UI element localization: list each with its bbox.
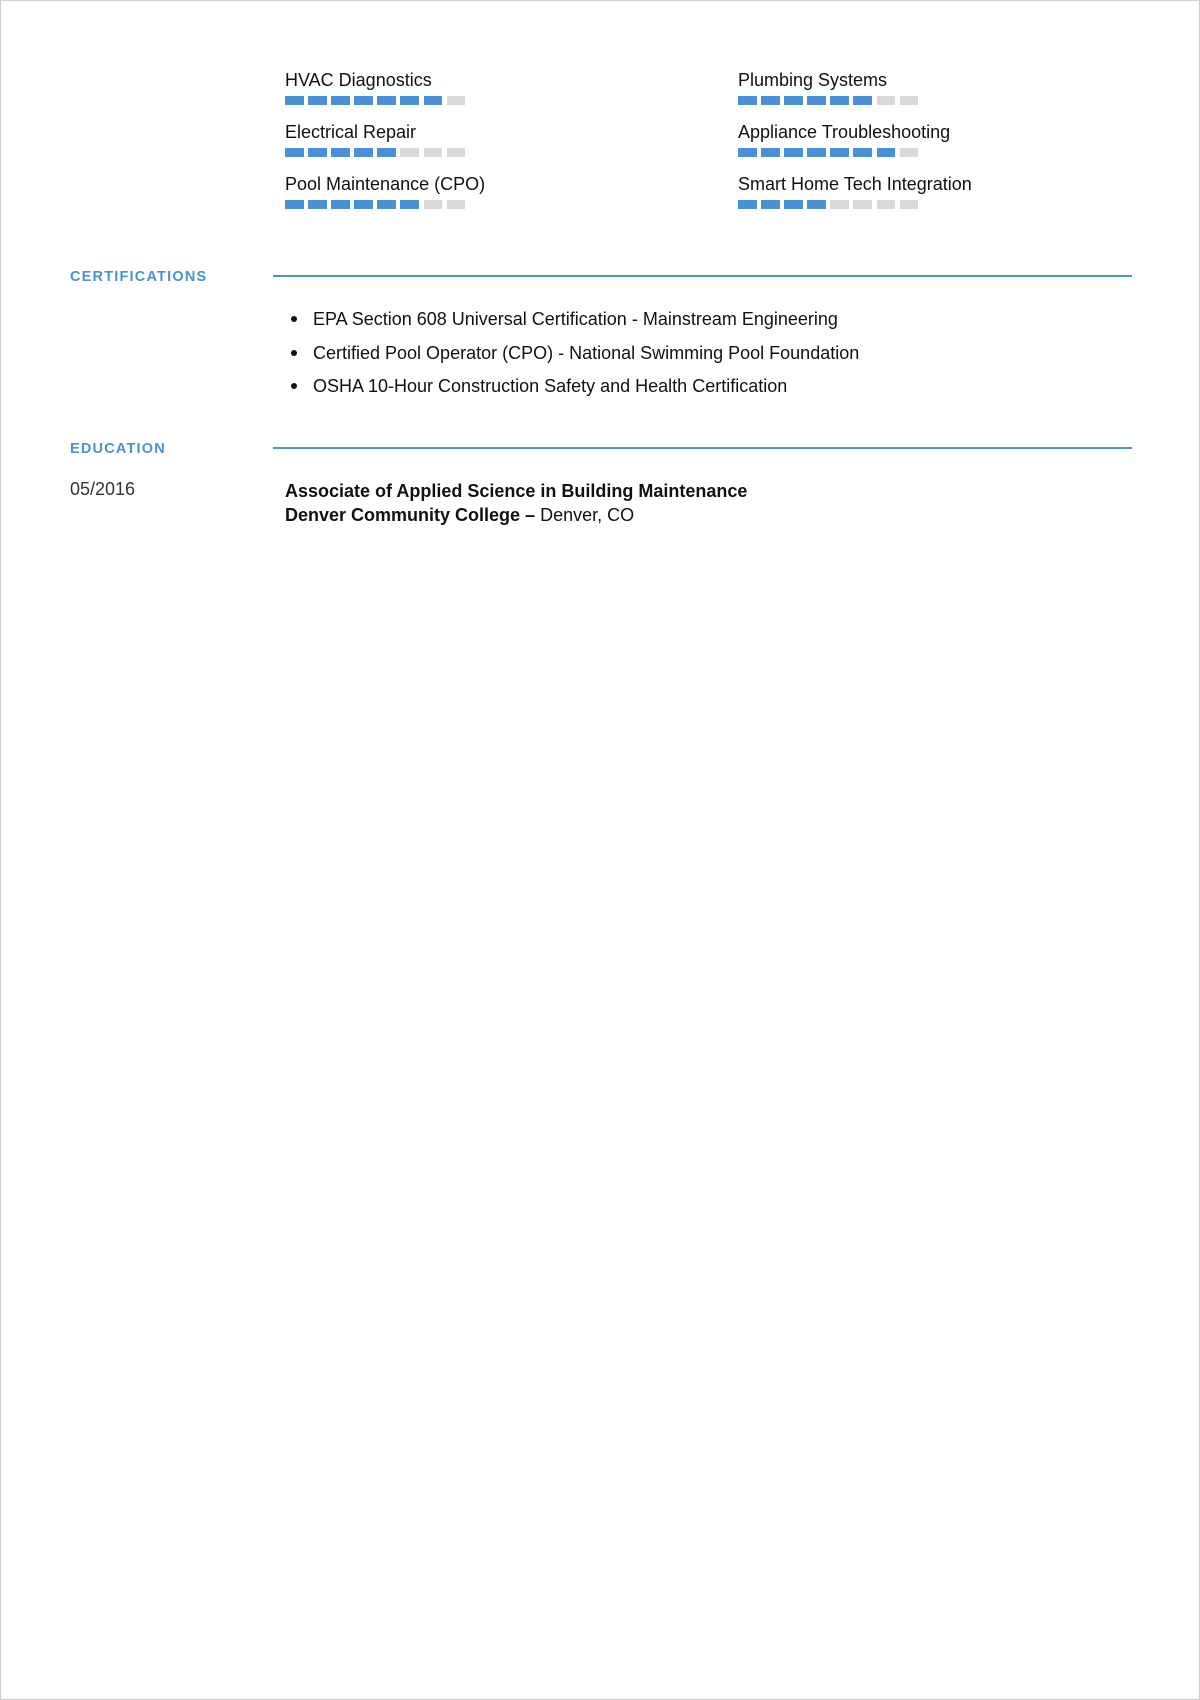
skill-level-segment-filled bbox=[853, 148, 872, 157]
skill-level-segment-filled bbox=[853, 96, 872, 105]
skill-name: Appliance Troubleshooting bbox=[738, 122, 951, 142]
skill-level-segment-filled bbox=[830, 96, 849, 105]
skill-level-segment-filled bbox=[807, 96, 826, 105]
skill-name: Pool Maintenance (CPO) bbox=[285, 174, 486, 194]
skill-level-segment-filled bbox=[400, 200, 419, 209]
certification-item bbox=[285, 375, 859, 397]
certifications-header bbox=[70, 269, 1132, 289]
certifications-divider bbox=[273, 275, 1132, 277]
skill-level-segment-filled bbox=[784, 96, 803, 105]
skill-name: HVAC Diagnostics bbox=[285, 70, 432, 90]
education-date: 05/2016 bbox=[70, 479, 136, 499]
education-header bbox=[70, 441, 1132, 461]
skill-level-segment-filled bbox=[807, 148, 826, 157]
education-school: Denver Community College – bbox=[285, 505, 536, 525]
certification-item bbox=[285, 342, 859, 364]
skill-level-segment-filled bbox=[784, 200, 803, 209]
skill-level-segment-empty bbox=[900, 200, 919, 209]
skill-level-segment-empty bbox=[830, 200, 849, 209]
certifications-title: CERTIFICATIONS bbox=[70, 269, 208, 285]
skill-item bbox=[738, 121, 1038, 157]
skill-level-segment-empty bbox=[877, 96, 896, 105]
skill-level-segment-filled bbox=[377, 200, 396, 209]
skill-level-segment-filled bbox=[308, 148, 327, 157]
skill-item bbox=[285, 173, 738, 209]
certifications-list bbox=[285, 308, 859, 409]
skill-level-segment-filled bbox=[738, 148, 757, 157]
skill-name: Plumbing Systems bbox=[738, 70, 888, 90]
skill-level-segment-filled bbox=[331, 200, 350, 209]
certification-item bbox=[285, 308, 859, 330]
skill-level-segment-empty bbox=[447, 96, 466, 105]
skill-level-segment-empty bbox=[447, 200, 466, 209]
skill-level-meter bbox=[285, 148, 738, 157]
skill-item bbox=[285, 69, 738, 105]
skill-level-segment-filled bbox=[784, 148, 803, 157]
education-title: EDUCATION bbox=[70, 441, 166, 457]
skill-level-meter bbox=[285, 200, 738, 209]
skill-level-meter bbox=[738, 96, 1038, 105]
skill-level-segment-filled bbox=[354, 148, 373, 157]
skill-level-segment-filled bbox=[877, 148, 896, 157]
skill-level-segment-empty bbox=[400, 148, 419, 157]
skill-level-segment-empty bbox=[900, 148, 919, 157]
education-entry bbox=[285, 479, 747, 527]
skill-level-segment-filled bbox=[761, 200, 780, 209]
skill-name: Electrical Repair bbox=[285, 122, 417, 142]
skill-level-segment-filled bbox=[377, 96, 396, 105]
bullet-icon bbox=[291, 383, 297, 389]
skill-level-segment-filled bbox=[331, 148, 350, 157]
skill-level-segment-empty bbox=[853, 200, 872, 209]
education-degree: Associate of Applied Science in Building Maintenance bbox=[285, 481, 748, 501]
skills-grid bbox=[285, 69, 1045, 209]
skill-level-segment-filled bbox=[285, 148, 304, 157]
skill-level-segment-filled bbox=[761, 148, 780, 157]
skill-level-segment-filled bbox=[807, 200, 826, 209]
skill-level-segment-filled bbox=[424, 96, 443, 105]
skill-level-segment-filled bbox=[354, 200, 373, 209]
education-divider bbox=[273, 447, 1132, 449]
bullet-icon bbox=[291, 316, 297, 322]
certification-text: Certified Pool Operator (CPO) - National Swimming Pool Foundation bbox=[313, 342, 860, 363]
skill-level-segment-filled bbox=[308, 96, 327, 105]
skill-level-segment-empty bbox=[900, 96, 919, 105]
skill-level-segment-empty bbox=[877, 200, 896, 209]
skill-level-segment-filled bbox=[761, 96, 780, 105]
certification-text: EPA Section 608 Universal Certification - Mainstream Engineering bbox=[313, 309, 838, 329]
certification-text: OSHA 10-Hour Construction Safety and Health Certification bbox=[313, 376, 788, 396]
skill-level-segment-empty bbox=[447, 148, 466, 157]
skill-level-segment-filled bbox=[354, 96, 373, 105]
skill-level-meter bbox=[738, 200, 1038, 209]
skill-name: Smart Home Tech Integration bbox=[738, 174, 972, 194]
skill-level-segment-filled bbox=[285, 96, 304, 105]
skill-level-segment-filled bbox=[308, 200, 327, 209]
skill-level-segment-filled bbox=[830, 148, 849, 157]
skill-level-segment-filled bbox=[738, 200, 757, 209]
skill-level-segment-filled bbox=[738, 96, 757, 105]
skill-level-meter bbox=[285, 96, 738, 105]
skill-item bbox=[285, 121, 738, 157]
skill-item bbox=[738, 173, 1038, 209]
skill-level-segment-filled bbox=[400, 96, 419, 105]
skill-level-segment-empty bbox=[424, 200, 443, 209]
education-school-line bbox=[285, 503, 747, 527]
skill-level-segment-filled bbox=[377, 148, 396, 157]
skill-level-segment-filled bbox=[331, 96, 350, 105]
skill-level-meter bbox=[738, 148, 1038, 157]
skill-level-segment-filled bbox=[285, 200, 304, 209]
bullet-icon bbox=[291, 350, 297, 356]
education-location: Denver, CO bbox=[540, 505, 635, 525]
skill-item bbox=[738, 69, 1038, 105]
skill-level-segment-empty bbox=[424, 148, 443, 157]
